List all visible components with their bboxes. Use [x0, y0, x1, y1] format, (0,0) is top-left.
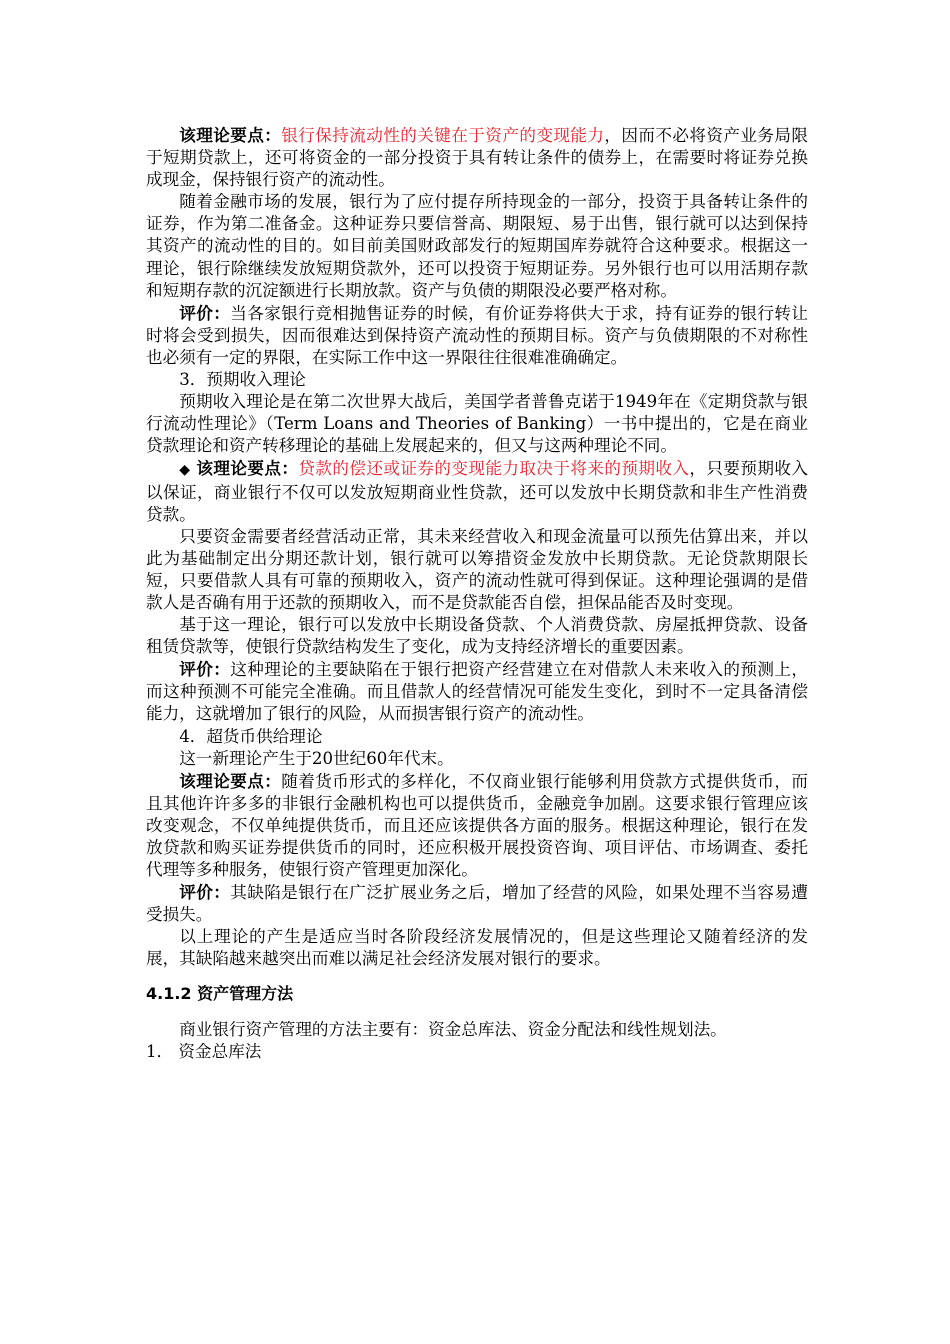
paragraph-summary: 以上理论的产生是适应当时各阶段经济发展情况的，但是这些理论又随着经济的发展，其缺陷越来越突出而难以满足社会经济发展对银行的要求。 [146, 927, 808, 969]
paragraph-evaluation-super-money [146, 881, 808, 926]
label-evaluation: 评价： [179, 659, 231, 680]
label-theory-points: 该理论要点： [179, 770, 282, 791]
label-evaluation: 评价： [179, 302, 231, 323]
paragraph-text: ，因而不必将资产业务局限于短期贷款上，还可将资金的一部分投资于具有转让条件的债券上，在需要时将证券兑换成现金，保持银行资产的流动性。 [146, 126, 809, 190]
list-item-fund-pool-method: 1． 资金总库法 [146, 1041, 262, 1061]
paragraph-text: 其缺陷是银行在广泛扩展业务之后，增加了经营的风险，如果处理不当容易遭受损失。 [146, 883, 809, 925]
highlight-key-point: 贷款的偿还或证券的变现能力取决于将来的预期收入 [298, 459, 690, 479]
label-theory-points: 该理论要点： [179, 125, 282, 145]
paragraph-theory-points-asset-transfer [146, 124, 808, 191]
paragraph-loan-structure: 基于这一理论，银行可以发放中长期设备贷款、个人消费贷款、房屋抵押贷款、设备租赁贷款等，使银行贷款结构发生了变化，成为支持经济增长的重要因素。 [146, 615, 808, 657]
paragraph-super-money-origin: 这一新理论产生于20世纪60年代末。 [179, 748, 454, 768]
paragraph-text: 这种理论的主要缺陷在于银行把资产经营建立在对借款人未来收入的预测上，而这种预测不可能完全准确。而且借款人的经营情况可能发生变化，到时不一定具备清偿能力，这就增加了银行的风险，从而损害银行资产的流动性。 [146, 660, 809, 724]
paragraph-financial-market: 随着金融市场的发展，银行为了应付提存所持现金的一部分，投资于具备转让条件的证券，作为第二准备金。这种证券只要信誉高、期限短、易于出售，银行就可以达到保持其资产的流动性的目的。如目前美国财政部发行的短期国库券就符合这种要求。根据这一理论，银行除继续发放短期贷款外，还可以投资于短期证券。另外银行也可以用活期存款和短期存款的沉淀额进行长期放款。资产与负债的期限没必要严格对称。 [146, 192, 808, 300]
paragraph-evaluation-asset-transfer [146, 302, 808, 369]
diamond-bullet-icon: ◆ [179, 462, 191, 479]
paragraph-methods-overview: 商业银行资产管理的方法主要有：资金总库法、资金分配法和线性规划法。 [179, 1019, 727, 1039]
paragraph-expected-income-intro: 预期收入理论是在第二次世界大战后，美国学者普鲁克诺于1949年在《定期贷款与银行流动性理论》（Term Loans and Theories of Banking）一书中提出的，它是在商业贷款理论和资产转移理论的基础上发展起来的，但又与这两种理论不同。 [146, 392, 808, 456]
label-evaluation: 评价： [179, 882, 231, 903]
document-page [146, 124, 808, 1063]
paragraph-text: ，只要预期收入以保证，商业银行不仅可以发放短期商业性贷款，还可以发放中长期贷款和非生产性消费贷款。 [146, 459, 809, 524]
highlight-key-point: 银行保持流动性的关键在于资产的变现能力 [281, 126, 605, 145]
paragraph-borrower-income: 只要资金需要者经营活动正常，其未来经营收入和现金流量可以预先估算出来，并以此为基础制定出分期还款计划，银行就可以筹措资金发放中长期贷款。无论贷款期限长短，只要借款人具有可靠的预期收入，资产的流动性就可得到保证。这种理论强调的是借款人是否确有用于还款的预期收入，而不是贷款能否自偿，担保品能否及时变现。 [146, 526, 808, 612]
paragraph-theory-points-super-money [146, 770, 808, 881]
heading-expected-income-theory: 3．预期收入理论 [179, 370, 306, 390]
paragraph-evaluation-expected-income [146, 658, 808, 725]
section-heading-asset-management-methods: 4.1.2 资产管理方法 [146, 983, 294, 1003]
label-theory-points: 该理论要点： [196, 458, 299, 479]
paragraph-theory-points-expected-income [146, 457, 808, 525]
paragraph-text: 随着货币形式的多样化，不仅商业银行能够利用贷款方式提供货币，而且其他许许多多的非银行金融机构也可以提供货币，金融竞争加剧。这要求银行管理应该改变观念，不仅单纯提供货币，而且还应该提供各方面的服务。根据这种理论，银行在发放贷款和购买证券提供货币的同时，还应积极开展投资咨询、项目评估、市场调查、委托代理等多种服务，使银行资产管理更加深化。 [146, 771, 809, 880]
paragraph-text: 当各家银行竞相抛售证券的时候，有价证券将供大于求，持有证券的银行转让时将会受到损失，因而很难达到保持资产流动性的预期目标。资产与负债期限的不对称性也必须有一定的界限，在实际工作中这一界限往往很难准确确定。 [146, 303, 809, 367]
heading-super-money-supply-theory: 4．超货币供给理论 [179, 726, 323, 746]
